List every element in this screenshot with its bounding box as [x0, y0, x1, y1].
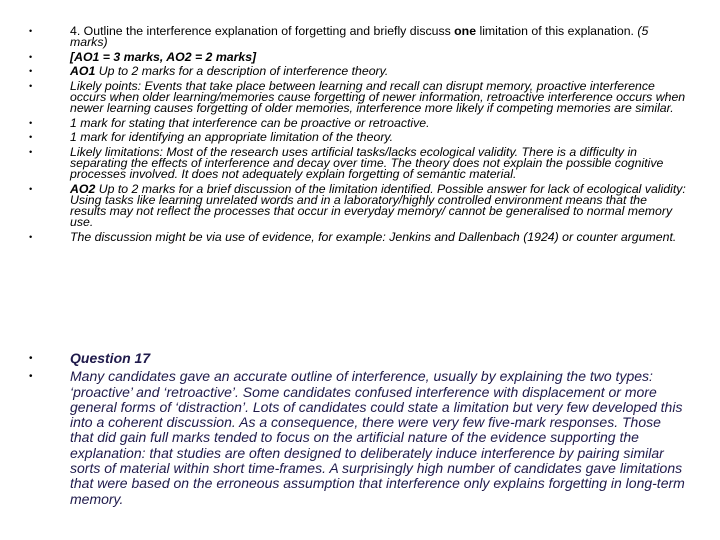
question-17-heading: Question 17 [70, 350, 151, 366]
ao1-label: AO1 [70, 64, 96, 79]
question-4-marks: (5 marks) [70, 24, 649, 50]
likely-points: Likely points: Events that take place between learning and recall can disrupt memory, proactive interference occurs when older learning/memories cause forgetting of newer information, retroactive interference occurs when newer learning causes forgetting of older memories, interference more likely if competing memories are similar. [70, 78, 686, 116]
bullet: • [29, 26, 33, 36]
bullet: • [29, 231, 33, 242]
discussion-item [0, 229, 720, 244]
bullet: • [29, 117, 33, 128]
question-4-emphasis: one [454, 24, 477, 38]
ao1-text: Up to 2 marks for a description of interference theory. [95, 64, 389, 79]
marks-split: [AO1 = 3 marks, AO2 = 2 marks] [70, 49, 257, 64]
question-4-item [0, 26, 720, 48]
likely-points-item [0, 78, 720, 116]
likely-limitations-item [0, 144, 720, 182]
bullet: • [29, 371, 33, 383]
question-4-tail: limitation of this explanation. [476, 24, 638, 38]
likely-limitations: Likely limitations: Most of the research uses artificial tasks/lacks ecological validity. There is a difficulty in separating the effects of interference and decay over time. The theory does not explain the possible cognitive processes involved. It does not adequately explain forgetting of semantic material. [70, 144, 664, 182]
mark-limitation-item [0, 132, 720, 143]
ao2-text: Up to 2 marks for a brief discussion of the limitation identified. Possible answer for lack of ecological validity: Using tasks like learning unrelated words and in a laboratory/highly controlled environment means that the results may not reflect the processes that occur in everyday memory/ cannot be generalised to normal memory use. [70, 181, 686, 230]
mark-limitation: 1 mark for identifying an appropriate limitation of the theory. [70, 130, 394, 145]
mark-proactive-item [0, 115, 720, 130]
bullet: • [29, 353, 33, 364]
ao2-label: AO2 [70, 181, 96, 196]
bullet: • [29, 146, 33, 157]
question-17-heading-item [0, 351, 720, 366]
ao2-item [0, 181, 720, 230]
question-4-text: 4. Outline the interference explanation of forgetting and briefly discuss [70, 24, 455, 38]
bullet: • [29, 51, 33, 62]
mark-scheme-list [0, 0, 720, 243]
bullet: • [29, 183, 33, 194]
marks-split-item [0, 49, 720, 64]
mark-proactive: 1 mark for stating that interference can be proactive or retroactive. [70, 115, 430, 130]
bullet: • [29, 80, 33, 91]
bullet: • [29, 66, 33, 77]
ao1-item [0, 66, 720, 77]
examiner-comments [0, 351, 720, 510]
examiner-comment-item [0, 369, 720, 507]
examiner-comment: Many candidates gave an accurate outline of interference, usually by explaining the two types: ‘proactive’ and ‘retroactive’. Some candidates confused interference with displacement or more general forms of ‘distraction’. Lots of candidates could state a limitation but very few developed this into a coherent discussion. As a consequence, there were very few five-mark responses. Those that did gain full marks tended to focus on the artificial nature of the evidence supporting the explanation: that studies are often designed to deliberately induce interference by pairing similar sorts of material within short time-frames. A surprisingly high number of candidates gave limitations that were based on the erroneous assumption that interference only explains forgetting in long-term memory. [70, 368, 685, 507]
bullet: • [29, 132, 33, 143]
discussion: The discussion might be via use of evidence, for example: Jenkins and Dallenbach (1924) or counter argument. [70, 229, 677, 244]
